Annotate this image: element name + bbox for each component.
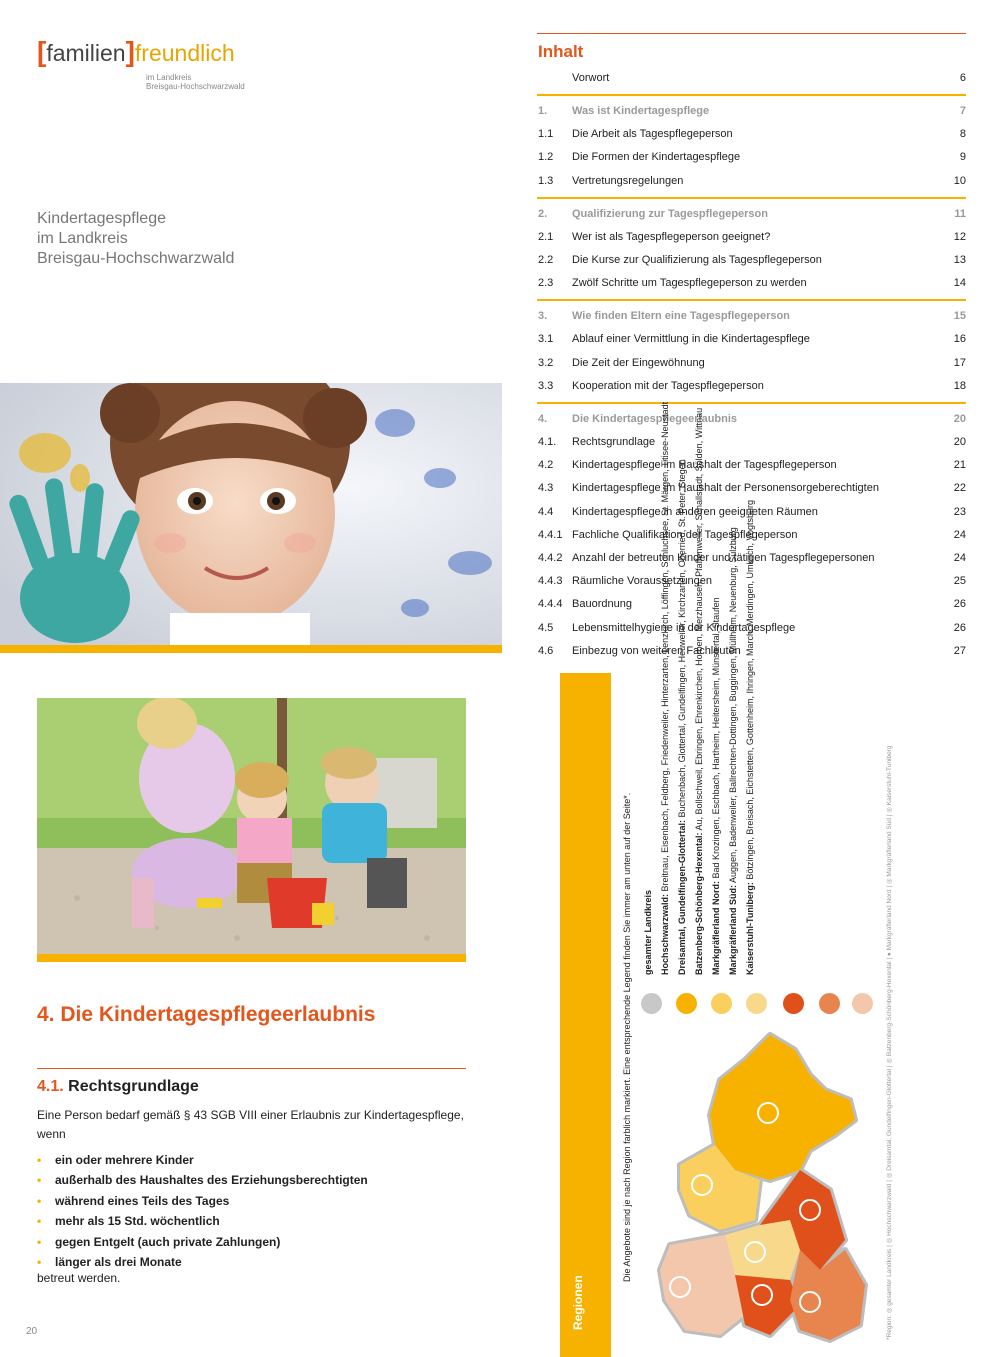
list-item: • gegen Entgelt (auch private Zahlungen) — [37, 1232, 469, 1252]
legend-swatch-dreisamtal — [711, 993, 732, 1014]
toc-row[interactable] — [537, 70, 966, 86]
toc-row[interactable] — [537, 173, 966, 189]
toc-number: 4.1. — [538, 436, 557, 448]
logo-subtitle-line2: Breisgau-Hochschwarzwald — [146, 82, 245, 91]
toc-label: Qualifizierung zur Tagespflegeperson — [572, 207, 768, 220]
chapter-title: 4. Die Kindertagespflegeerlaubnis — [37, 1003, 376, 1026]
legend-region-towns: Bad Krozingen, Eschbach, Hartheim, Heitersheim, Münstertal, Staufen — [711, 597, 721, 879]
toc-label: Kooperation mit der Tagespflegeperson — [572, 379, 764, 392]
toc-number: 3. — [538, 310, 548, 323]
toc-number: 4.3 — [538, 482, 554, 495]
toc-label: Kindertagespflege im Haushalt der Tagespflegeperson — [572, 459, 837, 472]
toc-number: 4.4.4 — [538, 598, 563, 611]
legend-entry — [676, 402, 688, 975]
logo — [37, 36, 277, 96]
regions-intro: Die Angebote sind je nach Region farblich markiert. Eine entsprechende Legend finden Sie immer am unten auf der Seite*. — [622, 792, 632, 1282]
toc-page: 27 — [953, 644, 966, 657]
legend-region-name: Markgräflerland Nord: — [711, 880, 721, 975]
toc-number: 1.2 — [538, 151, 554, 164]
legend-entry — [693, 402, 705, 975]
document-title-line2: im Landkreis — [37, 230, 128, 247]
photo2-accent-bar — [37, 954, 466, 962]
section-intro: Eine Person bedarf gemäß § 43 SGB VIII einer Erlaubnis zur Kindertagespflege, wenn — [37, 1108, 464, 1141]
toc-label: Einbezug von weiteren Fachleuten — [572, 644, 741, 657]
legend-entry — [744, 402, 756, 975]
toc-label: Ablauf einer Vermittlung in die Kindertagespflege — [572, 333, 810, 346]
toc-number: 4. — [538, 412, 548, 425]
toc-row[interactable] — [537, 252, 966, 268]
section-closing: betreut werden. — [37, 1271, 121, 1285]
toc-number: 4.6 — [538, 644, 554, 657]
page-number: 20 — [26, 1326, 38, 1337]
photo1-accent-bar — [0, 645, 502, 653]
toc-row[interactable] — [537, 355, 966, 371]
section-title: Rechtsgrundlage — [68, 1078, 199, 1095]
regions-label: Regionen — [571, 1275, 585, 1330]
toc-label: Wie finden Eltern eine Tagespflegeperson — [572, 310, 790, 323]
toc-number: 1. — [538, 105, 548, 117]
chapter-divider — [37, 1068, 466, 1069]
legend-region-name: Hochschwarzwald: — [660, 893, 670, 975]
map-region-hochschwarzwald — [710, 1035, 855, 1180]
logo-bracket-close: ] — [125, 36, 135, 67]
toc-top-rule — [537, 33, 966, 34]
toc-page: 14 — [953, 277, 966, 290]
toc-page: 17 — [953, 356, 966, 369]
toc-page: 26 — [953, 598, 966, 611]
toc-row[interactable] — [537, 149, 966, 165]
logo-wordmark — [37, 38, 235, 67]
regions-legend — [642, 402, 761, 975]
region-map-svg — [650, 1030, 900, 1350]
legend-entry — [727, 402, 739, 975]
list-item: • länger als drei Monate — [37, 1252, 469, 1272]
photo-girl-illustration — [0, 383, 502, 645]
toc-label: Die Arbeit als Tagespflegeperson — [572, 128, 733, 141]
toc-page: 23 — [953, 505, 966, 518]
legend-region-towns: Breitnau, Eisenbach, Feldberg, Friedenweiler, Hinterzarten, Lenzkirch, Löffingen, Schluchsee, St. Märgen, Titisee-Neustadt — [660, 401, 670, 892]
toc-page: 7 — [959, 105, 966, 117]
legend-entry — [659, 402, 671, 975]
toc-row[interactable] — [537, 331, 966, 347]
condition-list — [37, 1150, 469, 1272]
photo-children-sandbox — [37, 698, 466, 954]
toc-number: 4.2 — [538, 459, 554, 472]
legend-swatch-kaiserstuhl-tuniberg — [852, 993, 873, 1014]
toc-page: 24 — [953, 552, 966, 564]
toc-label: Die Kurse zur Qualifizierung als Tagespflegeperson — [572, 254, 822, 266]
toc-number: 4.4 — [538, 505, 554, 518]
legend-swatch-batzenberg — [746, 993, 767, 1014]
toc-number: 2.2 — [538, 254, 554, 266]
legend-region-name: Kaiserstuhl-Tuniberg: — [745, 882, 755, 975]
toc-number: 2.1 — [538, 230, 554, 243]
legend-region-towns: Buchenbach, Glottertal, Gundelfingen, Heuweiler, Kirchzarten, Oberried, St. Peter, Stegen — [677, 459, 687, 818]
toc-page: 24 — [953, 528, 966, 541]
toc-label: Räumliche Voraussetzungen — [572, 575, 713, 588]
legend-region-name: Markgräflerland Süd: — [728, 884, 738, 975]
toc-label: Rechtsgrundlage — [572, 436, 656, 448]
toc-page: 21 — [953, 459, 966, 472]
toc-title: Inhalt — [538, 42, 584, 61]
logo-subtitle — [146, 73, 245, 91]
toc-label: Kindertagespflege im Haushalt der Personensorgeberechtigten — [572, 482, 879, 495]
toc-page: 10 — [953, 174, 966, 187]
toc-page: 16 — [953, 333, 966, 346]
toc-label: Anzahl der betreuten Kinder und tätigen Tagespflegepersonen — [572, 552, 875, 564]
toc-number: 3.3 — [538, 379, 554, 392]
toc-label: Bauordnung — [572, 598, 632, 611]
toc-row[interactable] — [537, 126, 966, 142]
toc-label: Vertretungsregelungen — [572, 174, 684, 187]
list-item: • außerhalb des Haushaltes des Erziehungsberechtigten — [37, 1170, 469, 1190]
toc-number: 1.3 — [538, 174, 554, 187]
toc-page: 9 — [959, 151, 966, 164]
legend-swatch-markgraeflerland-sued — [819, 993, 840, 1014]
toc-label: Zwölf Schritte um Tagespflegeperson zu werden — [572, 277, 807, 290]
legend-swatch-markgraeflerland-nord — [783, 993, 804, 1014]
regions-sidebar — [560, 673, 611, 1357]
legend-region-name: Batzenberg-Schönberg-Hexental: — [694, 832, 704, 975]
logo-subtitle-line1: im Landkreis — [146, 73, 192, 82]
legend-swatch-hochschwarzwald — [676, 993, 697, 1014]
toc-number: 2. — [538, 207, 548, 220]
toc-section-divider — [537, 197, 966, 199]
section-heading — [37, 1078, 199, 1096]
toc-number: 4.4.3 — [538, 575, 563, 588]
legend-entry — [642, 402, 654, 975]
toc-chapter-row[interactable] — [537, 206, 966, 222]
toc-section-divider — [537, 299, 966, 301]
toc-section-divider — [537, 94, 966, 96]
toc-label: Was ist Kindertagespflege — [572, 105, 710, 117]
toc-chapter-row[interactable] — [537, 103, 966, 119]
legend-region-towns: Bötzingen, Breisach, Eichstetten, Gottenheim, Ihringen, March, Merdingen, Umkirch, Vogtsburg — [745, 499, 755, 880]
toc-label: Lebensmittelhygiene in der Kindertagespflege — [572, 621, 796, 634]
list-item: • mehr als 15 Std. wöchentlich — [37, 1211, 469, 1231]
list-item: • während eines Teils des Tages — [37, 1191, 469, 1211]
toc-page: 20 — [953, 436, 966, 448]
logo-word-freundlich: freundlich — [134, 40, 235, 66]
toc-label: Die Formen der Kindertagespflege — [572, 151, 741, 164]
legend-entry — [710, 402, 722, 975]
toc-label: Die Kindertagespflegeerlaubnis — [572, 412, 738, 425]
toc-page: 20 — [953, 412, 966, 425]
toc-page: 6 — [959, 72, 966, 84]
legend-region-towns: Au, Bollschweil, Ebringen, Ehrenkirchen, Horben, Merzhausen, Pfaffenweiler, Schallstadt, Sölden, Wittnau — [694, 407, 704, 831]
section-number: 4.1. — [37, 1078, 64, 1095]
toc-label: Fachliche Qualifikation der Tagespflegeperson — [572, 528, 798, 541]
document-title — [37, 209, 234, 269]
toc-page: 22 — [953, 482, 966, 495]
toc-page: 11 — [954, 207, 966, 220]
legend-region-name: gesamter Landkreis — [643, 889, 653, 975]
toc-row[interactable] — [537, 229, 966, 245]
toc-label: Vorwort — [572, 72, 610, 84]
regions-footnote: *Region: ◎ gesamter Landkreis | ◎ Hochschwarzwald | ◎ Dreisamtal, Gundelfingen-Glottertal | ◎ Batzenberg-Schönberg-Hexental | ● Markgräflerland Nord | ◎ Markgräflerland Süd | ◎ Kaiserstuhl-Tuniberg — [886, 745, 893, 1340]
legend-swatch-gesamter-landkreis — [641, 993, 662, 1014]
toc-page: 13 — [953, 254, 966, 266]
toc-chapter-row[interactable] — [537, 308, 966, 324]
toc-number: 3.1 — [538, 333, 554, 346]
toc-number: 2.3 — [538, 277, 554, 290]
toc-page: 15 — [953, 310, 966, 323]
photo-girl-painted-hand — [0, 383, 502, 645]
toc-number: 3.2 — [538, 356, 554, 369]
toc-page: 18 — [953, 379, 966, 392]
toc-label: Kindertagespflege in anderen geeigneten Räumen — [572, 505, 818, 518]
region-map — [650, 1030, 900, 1350]
toc-number: 4.5 — [538, 621, 554, 634]
toc-page: 26 — [953, 621, 966, 634]
document-title-line1: Kindertagespflege — [37, 210, 166, 227]
toc-page: 8 — [959, 128, 966, 141]
toc-page: 25 — [953, 575, 966, 588]
toc-number: 4.4.1 — [538, 528, 563, 541]
toc-label: Die Zeit der Eingewöhnung — [572, 356, 705, 369]
legend-region-towns: Auggen, Badenweiler, Ballrechten-Dottingen, Buggingen, Müllheim, Neuenburg, Sulzburg — [728, 527, 738, 883]
toc-page: 12 — [953, 230, 966, 243]
photo-children-illustration — [37, 698, 466, 954]
logo-bracket-open: [ — [37, 36, 47, 67]
toc-number: 1.1 — [538, 128, 554, 141]
toc-row[interactable] — [537, 378, 966, 394]
document-title-line3: Breisgau-Hochschwarzwald — [37, 250, 235, 267]
legend-region-name: Dreisamtal, Gundelfingen-Glottertal: — [677, 819, 687, 975]
toc-label: Wer ist als Tagespflegeperson geeignet? — [572, 230, 771, 243]
logo-word-familien: familien — [46, 40, 126, 66]
toc-row[interactable] — [537, 275, 966, 291]
list-item: • ein oder mehrere Kinder — [37, 1150, 469, 1170]
toc-number: 4.4.2 — [538, 552, 563, 564]
